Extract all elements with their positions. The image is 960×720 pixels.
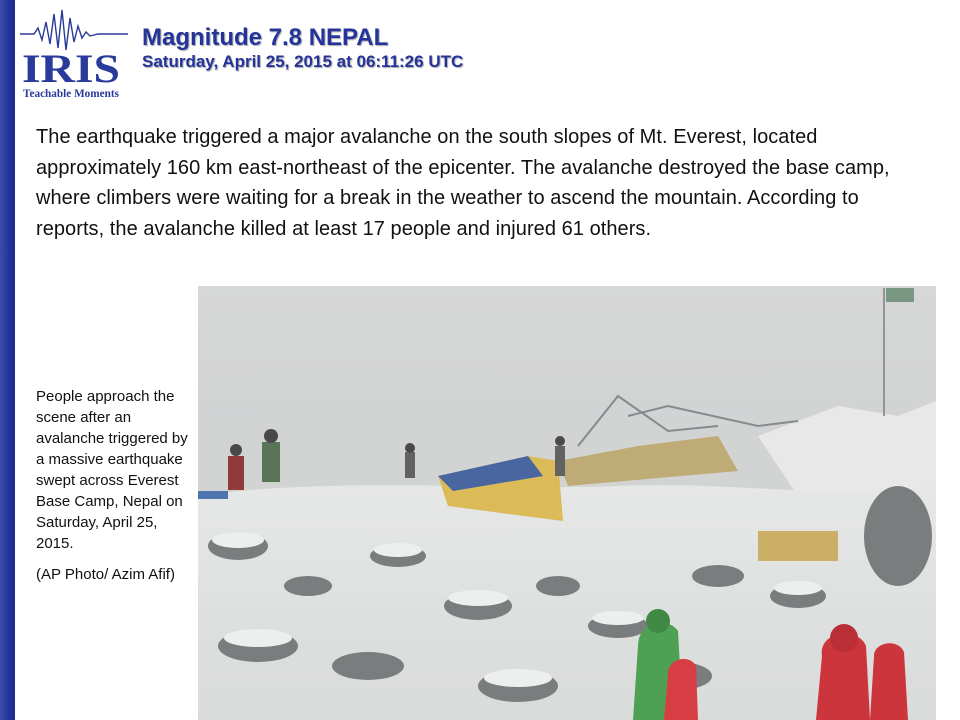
slide-subtitle: Saturday, April 25, 2015 at 06:11:26 UTC	[142, 52, 464, 71]
logo-tagline: Teachable Moments	[23, 88, 120, 100]
photo-caption	[36, 386, 196, 585]
iris-logo	[20, 8, 128, 102]
avalanche-photo	[198, 286, 936, 720]
photo-credit: (AP Photo/ Azim Afif)	[36, 566, 175, 583]
left-accent-bar	[0, 0, 15, 720]
seismogram-icon	[20, 10, 128, 50]
caption-text: People approach the scene after an avalanche triggered by a massive earthquake swept across Everest Base Camp, Nepal on Saturday, April 25, 2015.	[36, 388, 188, 552]
description-paragraph: The earthquake triggered a major avalanche on the south slopes of Mt. Everest, located approximately 160 km east-northeast of the epicenter. The avalanche destroyed the base camp, where climbers were waiting for a break in the weather to ascend the mountain. According to reports, the avalanche killed at least 17 people and injured 61 others.	[36, 126, 890, 240]
logo-wordmark: IRIS	[22, 46, 120, 91]
slide-title: Magnitude 7.8 NEPAL	[142, 24, 389, 51]
